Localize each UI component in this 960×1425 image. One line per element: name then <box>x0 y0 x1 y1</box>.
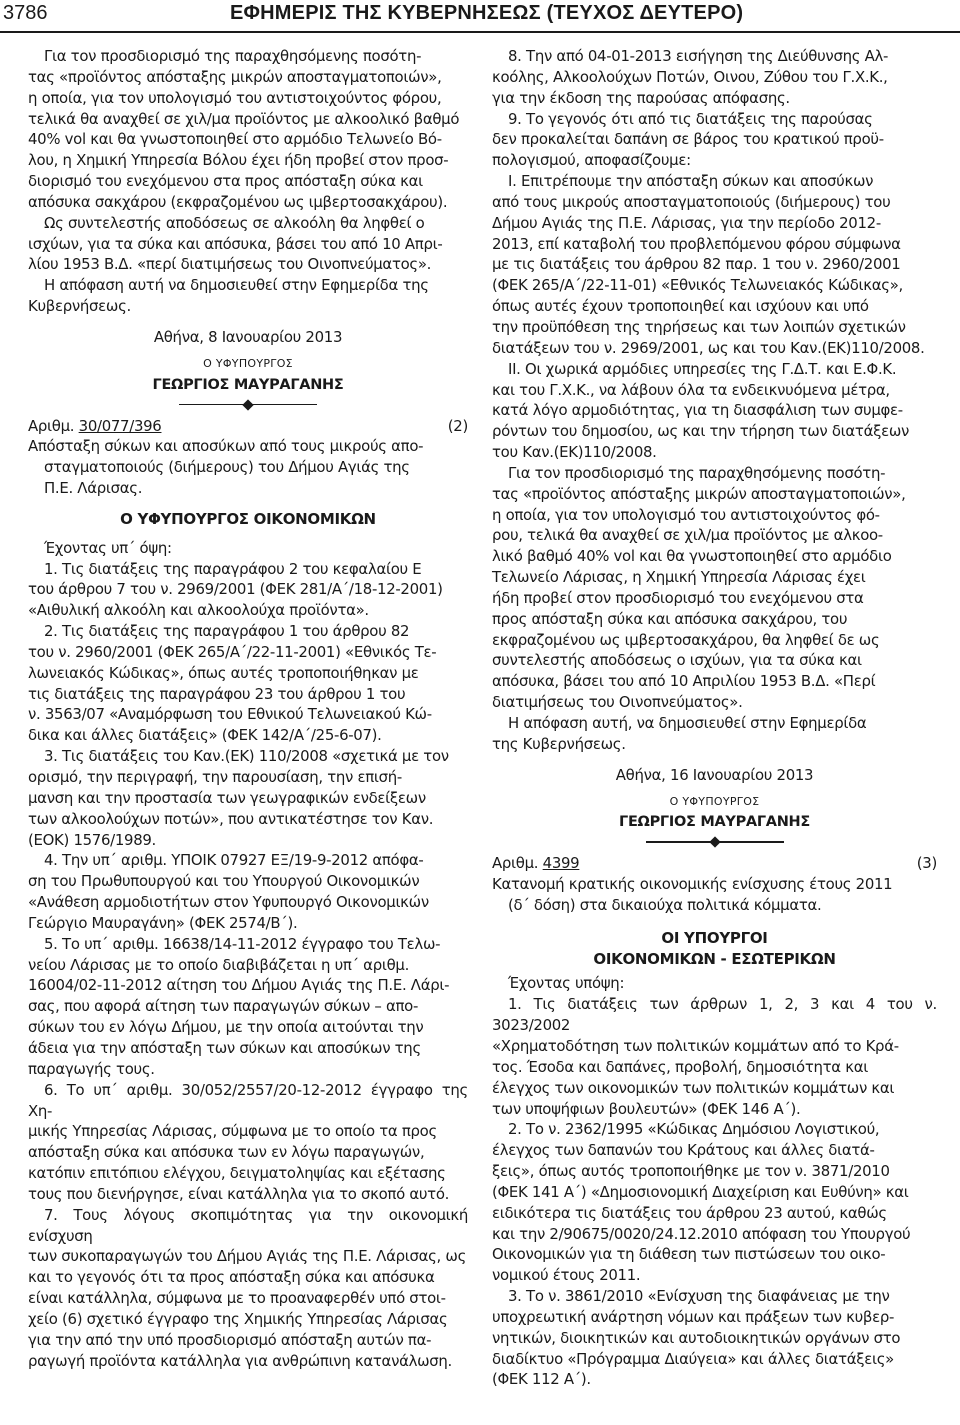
section-separator <box>28 398 468 412</box>
text-line: ρόντων του δημοσίου, ως και την τήρηση των διατάξεων <box>492 422 910 441</box>
text-line: των υποψήφιων βουλευτών» (ΦΕΚ 146 Α΄). <box>492 1099 801 1118</box>
separator-line <box>646 841 712 843</box>
text-line: 3. Τις διατάξεις του Καν.(ΕΚ) 110/2008 «σχετικά με τον <box>44 747 449 766</box>
left-intro <box>28 46 468 317</box>
decision-subject <box>28 436 468 499</box>
text-line: Για τον προσδιορισμό της παραχθησόμενης ποσότη- <box>44 47 422 65</box>
text-line: και του Γ.Χ.Κ., να λάβουν όλα τα ενδεικνυόμενα μέτρα, <box>492 380 890 399</box>
text-line: Π.Ε. Λάρισας. <box>44 479 143 498</box>
text-line: ισχύων, για τα σύκα και απόσυκα, βάσει του από 10 Απρι- <box>28 234 443 253</box>
text-line: Η απόφαση αυτή, να δημοσιευθεί στην Εφημερίδα <box>508 714 867 732</box>
text-line: νείου Λάρισας με το οποίο διαβιβάζεται η υπ΄ αριθμ. <box>28 955 409 974</box>
right-body <box>492 994 937 1390</box>
text-line: εκφραζομένου ως ιμβερτοσακχάρου, θα ληφθεί δε ως <box>492 630 880 649</box>
sign-name: ΓΕΩΡΓΙΟΣ ΜΑΥΡΑΓΑΝΗΣ <box>619 814 810 831</box>
text-line: μικής Υπηρεσίας Λάρισας, σύμφωνα με το οποίο τα προς <box>28 1122 437 1141</box>
text-line: (ΕΟΚ) 1576/1989. <box>28 830 156 849</box>
text-line: έλεγχος των οικονομικών των πολιτικών κομμάτων και <box>492 1078 895 1097</box>
text-line: των αλκοολούχων ποτών», που αντικατέστησε τον Καν. <box>28 809 434 828</box>
text-line: του ν. 2960/2001 (ΦΕΚ 265/Α΄/22-11-2001) «Εθνικός Τε- <box>28 642 437 661</box>
decision-label: Αριθμ. <box>28 416 75 435</box>
left-body <box>28 559 468 1372</box>
text-line: 9. Το γεγονός ότι από τις διατάξεις της παρούσας <box>508 109 873 128</box>
text-line: «Αιθυλική αλκοόλη και αλκοολούχα προϊόντα». <box>28 601 369 620</box>
text-line: διαδίκτυο «Πρόγραμμα Διαύγεια» και άλλες διατάξεις» <box>492 1349 894 1368</box>
text-line: παραγωγής τους. <box>28 1059 155 1078</box>
text-line: Τελωνείο Λάρισας, η Χημική Υπηρεσία Λάρισας έχει <box>492 568 866 587</box>
text-line: 8. Την από 04-01-2013 εισήγηση της Διεύθυνσης Αλ- <box>508 47 889 65</box>
diamond-icon <box>242 399 253 410</box>
text-line: 16004/02-11-2012 αίτηση του Δήμου Αγιάς της Π.Ε. Λάρι- <box>28 976 450 995</box>
section-separator <box>492 835 937 849</box>
text-line: νομικού έτους 2011. <box>492 1266 641 1285</box>
text-line: 6. Το υπ΄ αριθμ. 30/052/2557/20-12-2012 έγγραφο της Χη- <box>28 1080 468 1120</box>
text-line: «Χρηματοδότηση των πολιτικών κομμάτων από το Κρά- <box>492 1036 899 1055</box>
text-line: τελικά θα αναχθεί σε χιλ/μα προϊόντος με αλκοολικό βαθμό <box>28 109 460 128</box>
text-line: συντελεστής αποδόσεως ο ισχύων, για τα σύκα και <box>492 651 862 670</box>
decision-index: (3) <box>916 854 937 873</box>
text-line: απόσταξη σύκα και απόσυκα των εν λόγω παραγωγών, <box>28 1143 425 1162</box>
decision-label: Αριθμ. <box>492 854 539 873</box>
text-line: κατά λόγο αρμοδιότητας, για τη διασφάλιση των συμφε- <box>492 401 903 420</box>
sign-date: Αθήνα, 16 Ιανουαρίου 2013 <box>615 765 814 784</box>
text-line: Κατανομή κρατικής οικονομικής ενίσχυσης έτους 2011 <box>492 875 893 894</box>
text-line: 40% vol και θα γνωστοποιηθεί στο αρμόδιο Τελωνείο Βό- <box>28 130 442 149</box>
decision-subject <box>492 874 937 916</box>
text-line: διορισμό του ενεχόμενου στα προς απόσταξη σύκα και <box>28 172 423 191</box>
text-line: πολογισμού, αποφασίζουμε: <box>492 151 691 170</box>
text-line: 5. Το υπ΄ αριθμ. 16638/14-11-2012 έγγραφο του Τελω- <box>44 934 441 953</box>
text-line: (δ΄ δόση) στα δικαιούχα πολιτικά κόμματα. <box>508 895 822 914</box>
text-line: απόσυκα, βάσει του από 10 Απριλίου 1953 Β.Δ. «Περί <box>492 672 876 691</box>
text-line: απόσυκα σακχάρου (εκφραζομένου ως ιμβερτοσακχάρου). <box>28 192 448 211</box>
text-line: του άρθρου 7 του ν. 2969/2001 (ΦΕΚ 281/Α΄/18-12-2001) <box>28 580 443 599</box>
text-line: 1. Τις διατάξεις των άρθρων 1, 2, 3 και 4 του ν. 3023/2002 <box>492 995 937 1035</box>
text-line: 3. Το ν. 3861/2010 «Ενίσχυση της διαφάνειας με την <box>508 1287 890 1306</box>
sign-role: Ο ΥΦΥΠΟΥΡΓΟΣ <box>203 356 293 370</box>
text-line: διατάξεων του ν. 2969/2001, ως και του Καν.(ΕΚ)110/2008. <box>492 338 925 357</box>
text-line: διατιμήσεως του Οινοπνεύματος». <box>492 693 743 712</box>
decision-ref <box>28 416 161 437</box>
diamond-icon <box>709 837 720 848</box>
text-line: μανση και την προστασία των γεωγραφικών ενδείξεων <box>28 788 426 807</box>
separator-line <box>179 404 245 406</box>
text-line: και την 2/90675/0020/24.12.2010 απόφαση του Υπουργού <box>492 1224 911 1243</box>
text-line: λου, η Χημική Υπηρεσία Βόλου έχει ήδη προβεί στον προσ- <box>28 151 449 170</box>
authority-title: ΟΙ ΥΠΟΥΡΓΟΙ <box>661 928 768 947</box>
right-column <box>492 46 937 1390</box>
text-line: ήδη προβεί στον προσδιορισμό του ενεχόμενου στα <box>492 588 864 607</box>
having-regard: Έχοντας υπ΄ όψη: <box>44 538 172 557</box>
text-line: με τις διατάξεις του άρθρου 82 παρ. 1 του ν. 2960/2001 <box>492 255 901 274</box>
text-line: κοόλης, Αλκοολούχων Ποτών, Οινου, Ζύθου του Γ.Χ.Κ., <box>492 67 888 86</box>
text-line: όπως αυτές έχουν τροποποιηθεί και ισχύουν και υπό <box>492 297 869 316</box>
decision-ref <box>492 853 579 874</box>
text-line: ση του Πρωθυπουργού και του Υπουργού Οικονομικών <box>28 872 420 891</box>
separator-line <box>251 404 317 406</box>
text-line: υποχρεωτική ανάρτηση νόμων και πράξεων των κυβερ- <box>492 1307 895 1326</box>
text-line: λικό βαθμό 40% vol και θα γνωστοποιηθεί στο αρμόδιο <box>492 547 892 566</box>
text-line: 2013, επί καταβολή του προβλεπόμενου φόρου σύμφωνα <box>492 234 901 253</box>
text-line: ρου, τελικά θα αναχθεί σε χιλ/μα προϊόντος με αλκοο- <box>492 526 883 545</box>
text-line: τας «προϊόντος απόσταξης μικρών αποσταγματοποιών», <box>492 484 906 503</box>
text-line: 4. Την υπ΄ αριθμ. ΥΠΟΙΚ 07927 ΕΞ/19-9-2012 απόφα- <box>44 851 424 870</box>
having-regard: Έχοντας υπόψη: <box>508 974 625 993</box>
text-line: Κυβερνήσεως. <box>28 297 131 316</box>
text-line: τις διατάξεις της παραγράφου 23 του άρθρου 1 του <box>28 684 406 703</box>
page-header <box>0 0 960 30</box>
text-line: Απόσταξη σύκων και αποσύκων από τους μικρούς απο- <box>28 437 424 456</box>
text-line: για την έκδοση της παρούσας απόφασης. <box>492 88 790 107</box>
text-line: σύκων του εν λόγω Δήμου, με την οποία αιτούνται την <box>28 1018 424 1037</box>
text-line: η οποία, για τον υπολογισμό του αντιστοιχούντος φόρου, <box>28 88 442 107</box>
text-line: ειδικότερα τις διατάξεις του άρθρου 23 αυτού, καθώς <box>492 1203 887 1222</box>
page-number: 3786 <box>3 2 48 24</box>
text-line: προς απόσταξη σύκα και απόσυκα σακχάρου, του <box>492 609 848 628</box>
authority-title: Ο ΥΦΥΠΟΥΡΓΟΣ ΟΙΚΟΝΟΜΙΚΩΝ <box>120 509 376 528</box>
text-line: του Καν.(ΕΚ)110/2008. <box>492 443 657 462</box>
text-line: από τους μικρούς αποσταγματοποιούς (διήμερους) του <box>492 192 891 211</box>
text-line: 2. Τις διατάξεις της παραγράφου 1 του άρθρου 82 <box>44 622 410 641</box>
text-line: 1. Τις διατάξεις της παραγράφου 2 του κεφαλαίου Ε <box>44 559 422 578</box>
text-line: ΙΙ. Οι χωρικά αρμόδιες υπηρεσίες της Γ.Δ.Τ. και Ε.Φ.Κ. <box>508 359 897 378</box>
authority-subtitle: ΟΙΚΟΝΟΜΙΚΩΝ - ΕΣΩΤΕΡΙΚΩΝ <box>593 949 836 968</box>
text-line: λωνειακός Κώδικας», όπως αυτές τροποποιήθηκαν με <box>28 663 419 682</box>
right-top <box>492 46 937 755</box>
decision-number: 4399 <box>542 854 580 873</box>
text-line: Οικονομικών για τη διάθεση των πιστώσεων του οικο- <box>492 1245 886 1264</box>
text-line: ορισμό, την περιγραφή, την παρουσίαση, την επισή- <box>28 768 402 786</box>
text-line: τος. Έσοδα και δαπάνες, προβολή, δημοσιότητα και <box>492 1057 868 1076</box>
text-line: ραγωγή προϊόντα κατάλληλα για ανθρώπινη κατανάλωση. <box>28 1351 452 1370</box>
text-line: η οποία, για τον υπολογισμό του αντιστοιχούντος φό- <box>492 505 880 524</box>
decision-header <box>492 853 937 874</box>
text-line: Δήμου Αγιάς της Π.Ε. Λάρισας, για την περίοδο 2012- <box>492 213 881 232</box>
text-line: σταγματοποιούς (διήμερους) του Δήμου Αγιάς της <box>44 458 410 477</box>
text-line: κατόπιν επιτόπιου ελέγχου, δειγματοληψίας και εξέτασης <box>28 1164 446 1183</box>
text-line: (ΦΕΚ 112 Α΄). <box>492 1370 591 1389</box>
left-column <box>28 46 468 1371</box>
sign-date: Αθήνα, 8 Ιανουαρίου 2013 <box>153 327 343 346</box>
text-line: «Ανάθεση αρμοδιοτήτων στον Υφυπουργό Οικονομικών <box>28 893 429 912</box>
decision-number: 30/077/396 <box>78 416 162 435</box>
text-line: τας «προϊόντος απόσταξης μικρών αποσταγματοποιών», <box>28 67 442 86</box>
text-line: για την από την υπό προσδιορισμό απόσταξη αυτών πα- <box>28 1330 432 1349</box>
sign-name: ΓΕΩΡΓΙΟΣ ΜΑΥΡΑΓΑΝΗΣ <box>152 376 344 393</box>
gazette-title: ΕΦΗΜΕΡΙΣ ΤΗΣ ΚΥΒΕΡΝΗΣΕΩΣ (ΤΕΥΧΟΣ ΔΕΥΤΕΡΟ) <box>230 2 744 24</box>
text-line: Ι. Επιτρέπουμε την απόσταξη σύκων και αποσύκων <box>508 172 874 191</box>
sign-role: Ο ΥΦΥΠΟΥΡΓΟΣ <box>669 794 760 808</box>
text-line: ν. 3563/07 «Αναμόρφωση του Εθνικού Τελωνειακού Κώ- <box>28 705 432 724</box>
text-line: είναι κατάλληλα, σύμφωνα με το προαναφερθέν υπό στοι- <box>28 1289 446 1308</box>
text-line: 2. Το ν. 2362/1995 «Κώδικας Δημόσιου Λογιστικού, <box>508 1120 880 1139</box>
text-line: σας, που αφορά αίτηση των παραγωγών σύκων – απο- <box>28 997 419 1016</box>
separator-line <box>718 841 784 843</box>
text-line: Η απόφαση αυτή να δημοσιευθεί στην Εφημερίδα της <box>44 276 429 295</box>
text-line: την προϋπόθεση της τηρήσεως και των λοιπών σχετικών <box>492 317 906 336</box>
text-line: χείο (6) σχετικό έγγραφο της Χημικής Υπηρεσίας Λάρισας <box>28 1309 448 1328</box>
decision-index: (2) <box>447 416 468 435</box>
text-line: και το γεγονός ότι τα προς απόσταξη σύκα και απόσυκα <box>28 1268 435 1287</box>
text-line: ξεις», όπως αυτός τροποποιήθηκε με τον ν. 3871/2010 <box>492 1162 890 1181</box>
decision-header <box>28 416 468 437</box>
text-line: των συκοπαραγωγών του Δήμου Αγιάς της Π.Ε. Λάρισας, ως <box>28 1247 467 1266</box>
text-line: έλεγχος των δαπανών του Κράτους και άλλες διατά- <box>492 1141 875 1160</box>
text-line: Γεώργιο Μαυραγάνη» (ΦΕΚ 2574/Β΄). <box>28 913 298 932</box>
header-rule <box>0 31 960 33</box>
text-line: Για τον προσδιορισμό της παραχθησόμενης ποσότη- <box>508 463 886 482</box>
text-line: δικα και άλλες διατάξεις» (ΦΕΚ 142/Α΄/25-6-07). <box>28 726 382 745</box>
text-line: τους που διενήργησε, είναι κατάλληλα για το σκοπό αυτό. <box>28 1184 450 1203</box>
text-line: της Κυβερνήσεως. <box>492 734 626 753</box>
text-line: δεν προκαλείται δαπάνη σε βάρος του κρατικού προϋ- <box>492 130 884 149</box>
text-line: 7. Τους λόγους σκοπιμότητας για την οικονομική ενίσχυση <box>28 1205 468 1245</box>
text-line: (ΦΕΚ 141 Α΄) «Δημοσιονομική Διαχείριση και Ευθύνη» και <box>492 1182 909 1201</box>
text-line: λίου 1953 Β.Δ. «περί διατιμήσεως του Οινοπνεύματος». <box>28 255 432 274</box>
text-line: (ΦΕΚ 265/Α΄/22-11-01) «Εθνικός Τελωνειακός Κώδικας», <box>492 276 903 295</box>
text-line: άδεια για την απόσταξη των σύκων και αποσύκων της <box>28 1038 421 1057</box>
text-line: νητικών, διοικητικών και αυτοδιοικητικών οργάνων στο <box>492 1328 901 1347</box>
text-line: Ως συντελεστής αποδόσεως σε αλκοόλη θα ληφθεί ο <box>44 213 425 232</box>
